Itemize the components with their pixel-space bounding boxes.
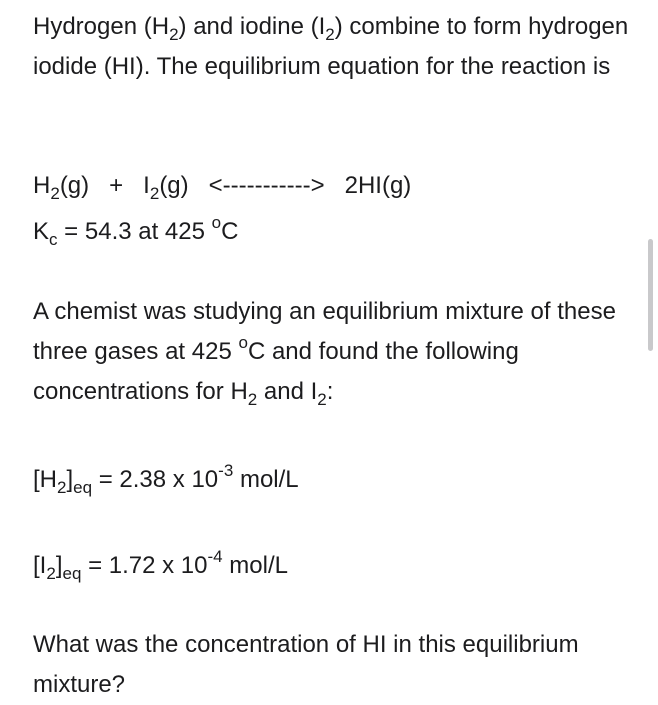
eq-h-subscript: 2 bbox=[50, 184, 60, 203]
h2-eq-subscript: eq bbox=[73, 478, 93, 497]
h2-close: ] bbox=[66, 466, 74, 493]
kc-degree: o bbox=[211, 213, 222, 232]
i2-open: [I bbox=[33, 552, 47, 579]
eq-product: (g) <-----------> 2HI(g) bbox=[159, 172, 412, 199]
intro-text-3: ) combine to form hydrogen iodide (HI). The equilibrium equation for the reaction is bbox=[33, 13, 629, 80]
kc-subscript: c bbox=[49, 230, 58, 249]
intro-subscript-i2: 2 bbox=[325, 25, 335, 44]
h2-subscript: 2 bbox=[57, 478, 67, 497]
equilibrium-constant bbox=[33, 212, 238, 252]
chemist-text-4: : bbox=[326, 378, 334, 405]
kc-unit: C bbox=[221, 218, 239, 245]
i2-exponent: -4 bbox=[207, 547, 223, 566]
chemist-text-3: and I bbox=[257, 378, 318, 405]
i2-close: ] bbox=[55, 552, 63, 579]
kc-k: K bbox=[33, 218, 50, 245]
chemist-degree: o bbox=[238, 333, 248, 352]
i2-unit: mol/L bbox=[222, 552, 288, 579]
intro-paragraph bbox=[33, 7, 633, 87]
h2-concentration bbox=[33, 460, 299, 500]
chemist-text-1: A chemist was studying an equilibrium mixture of these three gases at 425 bbox=[33, 298, 616, 365]
question-paragraph: What was the concentration of HI in this equilibrium mixture? bbox=[33, 631, 579, 698]
reaction-equation bbox=[33, 166, 411, 206]
h2-value: = 2.38 x 10 bbox=[92, 466, 219, 493]
i2-concentration bbox=[33, 546, 288, 586]
intro-subscript-h2: 2 bbox=[169, 25, 179, 44]
eq-h: H bbox=[33, 172, 51, 199]
chemist-subscript-h2: 2 bbox=[247, 390, 258, 409]
i2-eq-subscript: eq bbox=[62, 564, 82, 583]
intro-text-1: Hydrogen (H bbox=[33, 13, 170, 40]
i2-value: = 1.72 x 10 bbox=[81, 552, 208, 579]
h2-unit: mol/L bbox=[233, 466, 299, 493]
h2-exponent: -3 bbox=[218, 461, 234, 480]
eq-middle: (g) + I bbox=[59, 172, 150, 199]
intro-text-2: ) and iodine (I bbox=[178, 13, 326, 40]
chemist-text-2: C and found the following concentrations for H bbox=[33, 338, 519, 405]
chemist-subscript-i2: 2 bbox=[317, 390, 327, 409]
kc-value: = 54.3 at 425 bbox=[57, 218, 212, 245]
eq-i-subscript: 2 bbox=[149, 184, 160, 203]
chemist-paragraph bbox=[33, 292, 633, 412]
i2-subscript: 2 bbox=[46, 564, 56, 583]
h2-open: [H bbox=[33, 466, 57, 493]
scrollbar-thumb[interactable] bbox=[648, 239, 653, 351]
